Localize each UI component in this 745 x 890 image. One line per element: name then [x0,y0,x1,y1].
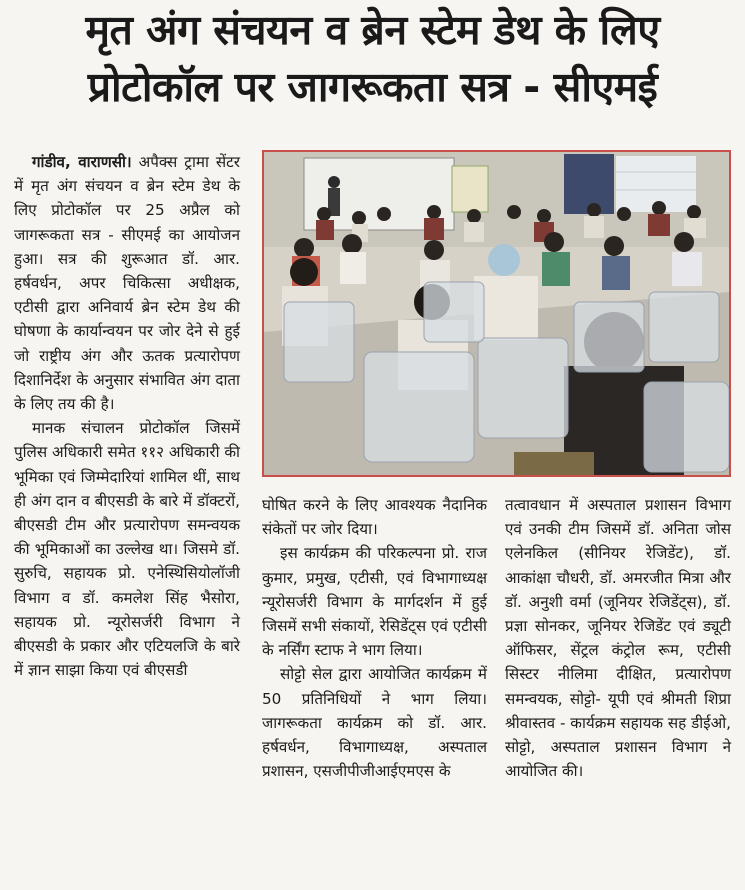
paragraph-text: अपैक्स ट्रामा सेंटर में मृत अंग संचयन व ब्रेन स्टेम डेथ के लिए प्रोटोकॉल पर 25 अप्रैल को जागरूकता सत्र - सीएमई का आयोजन हुआ। सत्र की शुरूआत डॉ. आर. हर्षवर्धन, अपर चिकित्सा अधीक्षक, एटीसी द्वारा अनिवार्य ब्रेन स्टेम डेथ की घोषणा के कार्यान्वयन पर जोर देने से हुई जो राष्ट्रीय अंग और ऊतक प्रत्यारोपण दिशानिर्देश के अनुसार संभावित अंग दाता के लिए तय की है। [14,153,241,414]
article-paragraph: सोट्टो सेल द्वारा आयोजित कार्यक्रम में 50 प्रतिनिधियों ने भाग लिया। जागरूकता कार्यक्रम को डॉ. आर. हर्षवर्धन, विभागाध्यक्ष, अस्पताल प्रशासन, एसजीपीजीआईएमएस के [262,665,487,781]
article-column-3 [505,493,731,783]
article-column-2 [262,493,487,783]
headline-line-2: प्रोटोकॉल पर जागरूकता सत्र - सीएमई [87,63,658,111]
news-photo [262,150,731,477]
article-paragraph [14,150,240,416]
dateline: गांडीव, वाराणसी। [32,153,132,171]
article-paragraph: मानक संचालन प्रोटोकॉल जिसमें पुलिस अधिकारी समेत ११२ अधिकारी की भूमिका एवं जिम्मेदारियां शामिल थीं, साथ ही अंग दान व बीएसडी के बारे में डॉक्टरों, बीएसडी टीम और प्रत्यारोपण समन्वयक की भूमिकाओं का उल्लेख था। जिसमे डॉ. सुरुचि, सहायक प्रो. एनेस्थिसियोलॉजी विभाग व डॉ. कमलेश सिंह भैसोरा, सहायक प्रो. न्यूरोसर्जरी विभाग ने बीएसडी के प्रकार और एटियलजि के बारे में ज्ञान साझा किया एवं बीएसडी [14,419,240,680]
article-paragraph: इस कार्यक्रम की परिकल्पना प्रो. राज कुमार, प्रमुख, एटीसी, एवं विभागाध्यक्ष न्यूरोसर्जरी विभाग के मार्गदर्शन में हुई जिसमें सभी संकायों, रेसिडेंट्स एवं एटीसी के नर्सिंग स्टाफ ने भाग लिया। [262,544,487,660]
article-paragraph: घोषित करने के लिए आवश्यक नैदानिक संकेतों पर जोर दिया। [262,496,487,539]
headline [0,2,745,116]
article-column-1 [14,150,240,682]
seminar-audience-image [264,152,729,475]
article-paragraph: तत्वावधान में अस्पताल प्रशासन विभाग एवं उनकी टीम जिसमें डॉ. अनिता जोस एलेनकिल (सीनियर रेजिडेंट), डॉ. आकांक्षा चौधरी, डॉ. अमरजीत मित्रा और डॉ. अनुशी वर्मा (जूनियर रेजिडेंट्स), डॉ. प्रज्ञा सोनकर, जूनियर रेजिडेंट एवं ड्यूटी ऑफिसर, सेंट्रल कंट्रोल रूम, एटीसी सिस्टर नीलिमा दीक्षित, प्रत्यारोपण समन्वयक, सोट्टो- यूपी एवं श्रीमती शिप्रा श्रीवास्तव - कार्यक्रम सहायक सह डीईओ, सोट्टो, अस्पताल प्रशासन विभाग ने आयोजित की। [505,496,731,781]
headline-line-1: मृत अंग संचयन व ब्रेन स्टेम डेथ के लिए [85,6,660,54]
